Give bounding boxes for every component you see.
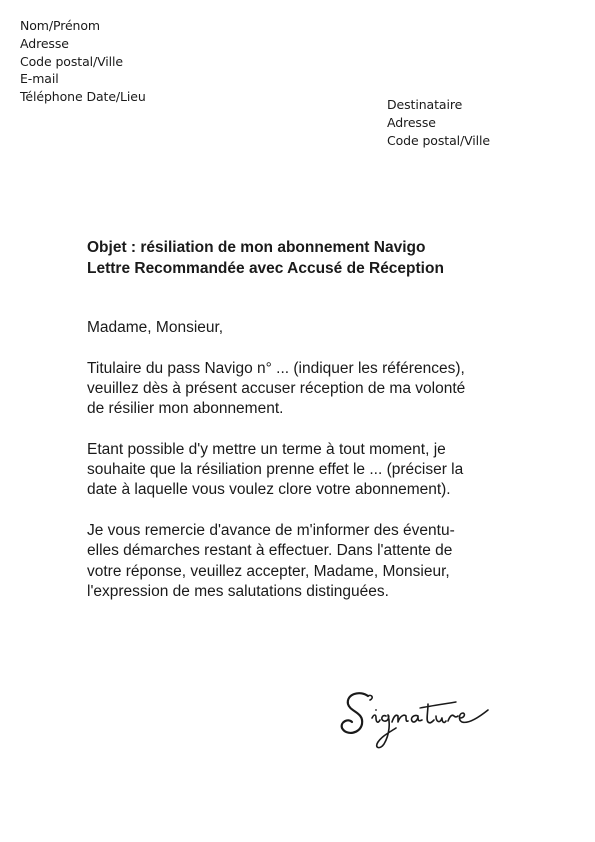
sender-postal-city: Code postal/Ville	[20, 53, 123, 69]
delivery-method-line: Lettre Recommandée avec Accusé de Réception	[87, 259, 444, 277]
paragraph-request	[87, 359, 517, 420]
paragraph-closing	[87, 521, 517, 602]
recipient-name: Destinataire	[387, 97, 463, 112]
recipient-address: Adresse	[387, 114, 436, 130]
recipient-block	[387, 96, 490, 149]
letter-body	[87, 318, 517, 622]
recipient-postal-city: Code postal/Ville	[387, 132, 490, 148]
paragraph-effective-date	[87, 440, 517, 501]
body-line: Je vous remercie d'avance de m'informer des éventu-	[87, 521, 455, 539]
body-line: elles démarches restant à effectuer. Dans l'attente de	[87, 542, 453, 560]
sender-name: Nom/Prénom	[20, 18, 101, 33]
body-line: souhaite que la résiliation prenne effet le ... (préciser la	[87, 461, 464, 479]
body-line: votre réponse, veuillez accepter, Madame, Monsieur,	[87, 562, 450, 580]
sender-phone-date-place: Téléphone Date/Lieu	[20, 89, 146, 105]
sender-email: E-mail	[20, 71, 59, 87]
subject-line: Objet : résiliation de mon abonnement Navigo	[87, 239, 426, 256]
subject-block	[87, 238, 444, 279]
body-line: l'expression de mes salutations distinguées.	[87, 582, 389, 600]
salutation-text: Madame, Monsieur,	[87, 319, 224, 336]
body-line: date à laquelle vous voulez clore votre abonnement).	[87, 481, 451, 499]
body-line: Etant possible d'y mettre un terme à tout moment, je	[87, 440, 446, 458]
sender-address: Adresse	[20, 35, 69, 51]
salutation	[87, 318, 517, 338]
handwritten-signature	[338, 688, 496, 752]
body-line: veuillez dès à présent accuser réception de ma volonté	[87, 379, 466, 397]
sender-block	[20, 17, 146, 106]
body-line: Titulaire du pass Navigo n° ... (indiquer les références),	[87, 359, 465, 377]
body-line: de résilier mon abonnement.	[87, 400, 284, 418]
